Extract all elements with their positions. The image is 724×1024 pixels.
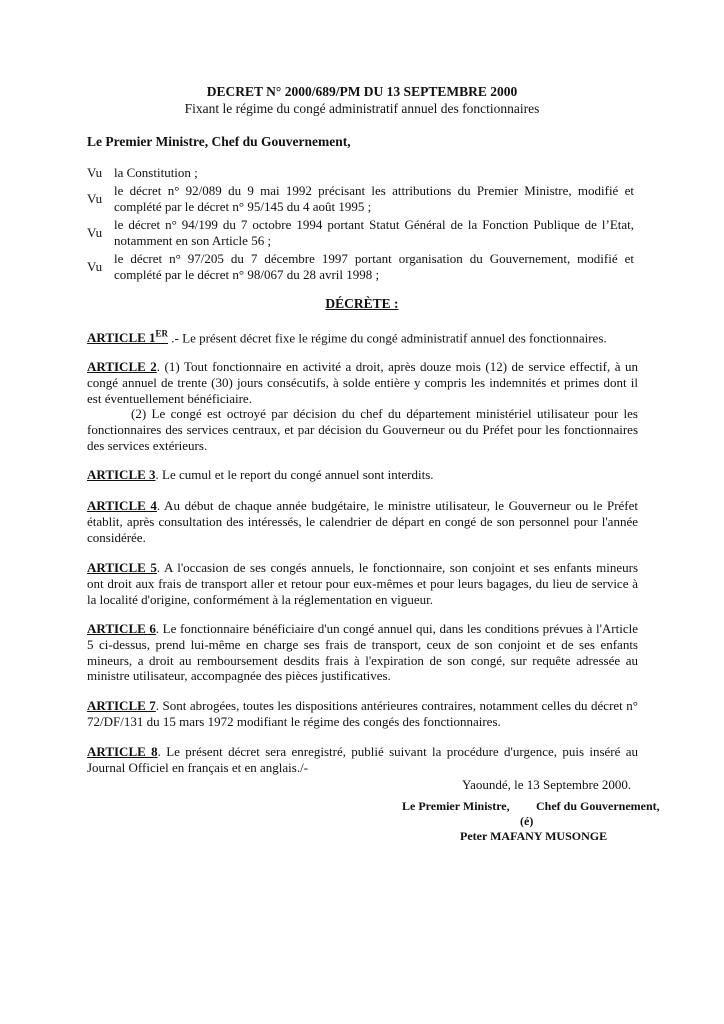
article-text: . Sont abrogées, toutes les dispositions antérieures contraires, notamment celles du décret n° 72/DF/131 du 15 mars 1972 modifiant le régime des congés des fonctionnaires. — [87, 698, 638, 729]
issuing-authority: Le Premier Ministre, Chef du Gouvernement, — [87, 134, 351, 149]
signatory-name: Peter MAFANY MUSONGE — [460, 829, 608, 843]
article-text: . (1) Tout fonctionnaire en activité a droit, après douze mois (12) de service effectif, à un congé annuel de trente (30) jours consécutifs, à solde entière y compris les indemnités et primes dont il est éventuellement bénéficiaire. — [87, 359, 638, 406]
article-7 — [87, 698, 638, 730]
article-label: ARTICLE 8 — [87, 744, 158, 759]
article-label: ARTICLE 6 — [87, 621, 156, 636]
vu-text: le décret n° 94/199 du 7 octobre 1994 portant Statut Général de la Fonction Publique de l’Etat, notamment en son Article 56 ; — [114, 217, 634, 248]
article-6 — [87, 621, 638, 684]
article-label: ARTICLE 4 — [87, 498, 157, 513]
signatory-title-2: Chef du Gouvernement, — [536, 799, 660, 813]
vu-label: Vu — [87, 191, 103, 206]
article-label: ARTICLE 1ER — [87, 329, 169, 346]
signed-mark: (é) — [520, 814, 534, 828]
article-4 — [87, 498, 638, 545]
vu-label: Vu — [87, 225, 103, 240]
signatory-title-1: Le Premier Ministre, — [402, 799, 510, 813]
article-label: ARTICLE 2 — [87, 359, 157, 374]
article-text: . Le cumul et le report du congé annuel sont interdits. — [155, 467, 434, 482]
article-text: . Le fonctionnaire bénéficiaire d'un congé annuel qui, dans les conditions prévues à l'Article 5 ci-dessus, prend lui-même en charge ses frais de transport, ceux de son conjoint et de ses enfants mineurs, a droit au remboursement desdits frais à l'expiration de son congé, sur requête adressée au ministre utilisateur, accompagnée des pièces justificatives. — [87, 621, 639, 684]
decree-subtitle: Fixant le régime du congé administratif annuel des fonctionnaires — [184, 101, 540, 116]
vu-label: Vu — [87, 259, 103, 274]
article-text: .- Le présent décret fixe le régime du congé administratif annuel des fonctionnaires. — [168, 330, 607, 346]
article-label: ARTICLE 3 — [87, 467, 156, 482]
article-2-paragraph-2: (2) Le congé est octroyé par décision du chef du département ministériel utilisateur pour les fonctionnaires des services centraux, et par décision du Gouverneur ou du Préfet pour les fonctionnaires des services extérieurs. — [87, 406, 638, 453]
place-date: Yaoundé, le 13 Septembre 2000. — [462, 777, 632, 792]
article-text: . A l'occasion de ses congés annuels, le fonctionnaire, son conjoint et ses enfants mineurs ont droit aux frais de transport aller et retour pour eux-mêmes et pour leurs bagages, du lieu de service à la localité d'origine, conformément à la réglementation en vigueur. — [87, 560, 638, 607]
vu-label: Vu — [87, 165, 103, 180]
article-3 — [87, 467, 638, 483]
article-8 — [87, 744, 638, 776]
vu-text: le décret n° 92/089 du 9 mai 1992 précisant les attributions du Premier Ministre, modifié et complété par le décret n° 95/145 du 4 août 1995 ; — [114, 183, 634, 214]
article-label: ARTICLE 5 — [87, 560, 157, 575]
article-1 — [87, 327, 638, 346]
decree-title: DECRET N° 2000/689/PM DU 13 SEPTEMBRE 2000 — [206, 84, 518, 99]
decrete-heading: DÉCRÈTE : — [325, 296, 399, 311]
article-2 — [87, 359, 638, 406]
vu-text: le décret n° 97/205 du 7 décembre 1997 portant organisation du Gouvernement, modifié et complété par le décret n° 98/067 du 28 avril 1998 ; — [114, 251, 634, 282]
article-text: . Au début de chaque année budgétaire, le ministre utilisateur, le Gouverneur ou le Préfet établit, après consultation des intéressés, le calendrier de départ en congé de son personnel pour l'année considérée. — [87, 498, 638, 545]
article-text: . Le présent décret sera enregistré, publié suivant la procédure d'urgence, puis inséré au Journal Officiel en français et en anglais./- — [87, 744, 639, 775]
article-label: ARTICLE 7 — [87, 698, 156, 713]
article-5 — [87, 560, 638, 607]
vu-text: la Constitution ; — [114, 165, 198, 180]
